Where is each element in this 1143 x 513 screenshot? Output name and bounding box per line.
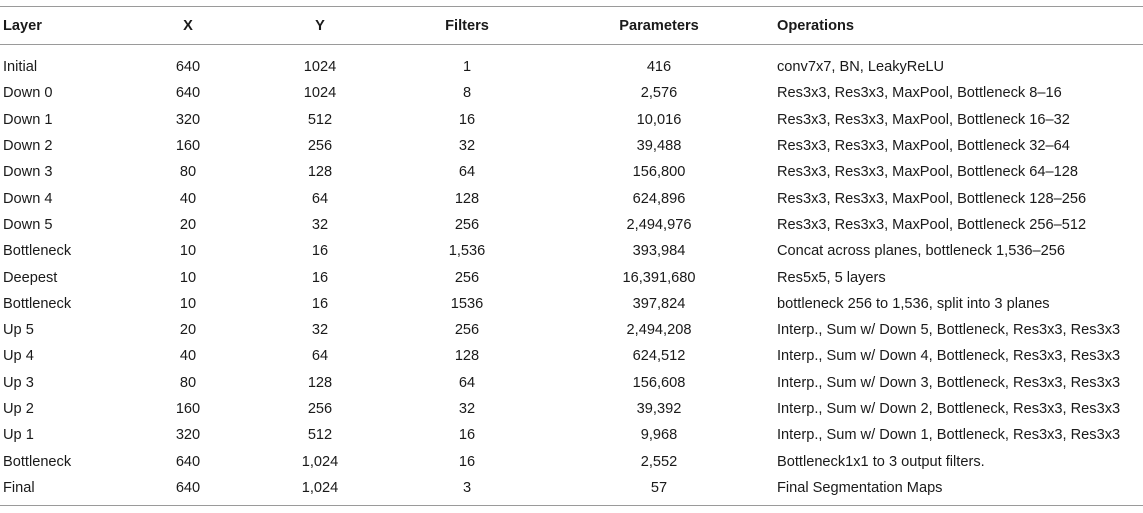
column-header-x: X xyxy=(183,17,193,34)
layers-table xyxy=(0,7,1143,501)
cell-parameters: 416 xyxy=(646,59,672,76)
table-row xyxy=(0,80,1143,106)
cell-layer: Up 4 xyxy=(3,348,34,365)
cell-layer: Up 2 xyxy=(3,401,34,417)
table-row xyxy=(0,422,1143,448)
cell-filters: 64 xyxy=(458,164,476,181)
cell-parameters: 397,824 xyxy=(632,295,686,312)
cell-filters: 16 xyxy=(458,453,476,470)
cell-y: 1,024 xyxy=(301,453,339,470)
cell-y: 1,024 xyxy=(301,479,339,496)
cell-parameters: 16,391,680 xyxy=(622,269,696,286)
cell-parameters: 2,552 xyxy=(640,453,678,470)
cell-x: 320 xyxy=(175,427,201,444)
cell-parameters: 10,016 xyxy=(636,111,682,128)
cell-operations: Interp., Sum w/ Down 4, Bottleneck, Res3x3, Res3x3 xyxy=(777,348,1121,365)
cell-layer: Down 3 xyxy=(3,164,53,181)
cell-y: 128 xyxy=(307,374,333,391)
cell-operations: Res3x3, Res3x3, MaxPool, Bottleneck 256–512 xyxy=(777,216,1087,233)
cell-x: 160 xyxy=(175,401,201,417)
cell-y: 16 xyxy=(311,295,329,312)
cell-y: 1024 xyxy=(303,85,337,102)
cell-layer: Down 4 xyxy=(3,190,53,207)
bottom-rule xyxy=(0,505,1143,506)
cell-operations: Interp., Sum w/ Down 5, Bottleneck, Res3x3, Res3x3 xyxy=(777,322,1121,339)
table-row xyxy=(0,238,1143,264)
cell-parameters: 2,576 xyxy=(640,85,678,102)
cell-layer: Up 3 xyxy=(3,374,34,391)
cell-filters: 1,536 xyxy=(448,243,486,260)
cell-y: 128 xyxy=(307,164,333,181)
cell-x: 10 xyxy=(179,295,197,312)
cell-operations: Interp., Sum w/ Down 3, Bottleneck, Res3x3, Res3x3 xyxy=(777,374,1121,391)
cell-x: 640 xyxy=(175,479,201,496)
table-row xyxy=(0,448,1143,474)
table-row xyxy=(0,291,1143,317)
cell-operations: Final Segmentation Maps xyxy=(777,479,943,496)
cell-filters: 16 xyxy=(458,111,476,128)
cell-y: 16 xyxy=(311,269,329,286)
cell-operations: Interp., Sum w/ Down 2, Bottleneck, Res3x3, Res3x3 xyxy=(777,401,1121,417)
cell-x: 320 xyxy=(175,111,201,128)
cell-filters: 1 xyxy=(462,59,472,76)
cell-layer: Down 0 xyxy=(3,85,53,102)
cell-filters: 128 xyxy=(454,348,480,365)
cell-y: 64 xyxy=(311,190,329,207)
table-row xyxy=(0,133,1143,159)
cell-operations: Interp., Sum w/ Down 1, Bottleneck, Res3x3, Res3x3 xyxy=(777,427,1121,444)
cell-parameters: 156,800 xyxy=(632,164,686,181)
cell-layer: Down 5 xyxy=(3,216,53,233)
cell-filters: 16 xyxy=(458,427,476,444)
table-row xyxy=(0,370,1143,396)
table-row xyxy=(0,107,1143,133)
cell-operations: Res3x3, Res3x3, MaxPool, Bottleneck 32–64 xyxy=(777,138,1070,155)
cell-operations: Res3x3, Res3x3, MaxPool, Bottleneck 64–128 xyxy=(777,164,1078,181)
cell-parameters: 156,608 xyxy=(632,374,686,391)
cell-filters: 128 xyxy=(454,190,480,207)
cell-filters: 3 xyxy=(462,479,472,496)
cell-operations: Concat across planes, bottleneck 1,536–256 xyxy=(777,243,1066,260)
table-row xyxy=(0,212,1143,238)
cell-filters: 1536 xyxy=(450,295,484,312)
table-row xyxy=(0,54,1143,80)
cell-operations: Res5x5, 5 layers xyxy=(777,269,886,286)
cell-layer: Deepest xyxy=(3,269,58,286)
cell-x: 10 xyxy=(179,243,197,260)
cell-y: 16 xyxy=(311,243,329,260)
cell-x: 640 xyxy=(175,59,201,76)
cell-filters: 32 xyxy=(458,138,476,155)
cell-parameters: 39,392 xyxy=(636,401,682,417)
cell-operations: Res3x3, Res3x3, MaxPool, Bottleneck 8–16 xyxy=(777,85,1062,102)
cell-layer: Down 2 xyxy=(3,138,53,155)
column-header-operations: Operations xyxy=(777,17,855,34)
cell-filters: 64 xyxy=(458,374,476,391)
header-row xyxy=(0,7,1143,44)
column-header-layer: Layer xyxy=(3,17,42,34)
cell-parameters: 2,494,976 xyxy=(626,216,692,233)
table-row xyxy=(0,185,1143,211)
cell-x: 40 xyxy=(179,190,197,207)
cell-y: 512 xyxy=(307,111,333,128)
cell-operations: Res3x3, Res3x3, MaxPool, Bottleneck 128–256 xyxy=(777,190,1087,207)
cell-x: 80 xyxy=(179,164,197,181)
cell-x: 160 xyxy=(175,138,201,155)
cell-x: 40 xyxy=(179,348,197,365)
column-header-parameters: Parameters xyxy=(619,17,699,34)
cell-layer: Bottleneck xyxy=(3,453,72,470)
cell-y: 32 xyxy=(311,216,329,233)
cell-filters: 256 xyxy=(454,269,480,286)
cell-layer: Initial xyxy=(3,59,38,76)
table-row xyxy=(0,264,1143,290)
cell-parameters: 624,512 xyxy=(632,348,686,365)
cell-x: 10 xyxy=(179,269,197,286)
cell-layer: Final xyxy=(3,479,35,496)
cell-layer: Up 5 xyxy=(3,322,34,339)
table-row xyxy=(0,159,1143,185)
cell-filters: 256 xyxy=(454,322,480,339)
column-header-y: Y xyxy=(315,17,325,34)
cell-filters: 256 xyxy=(454,216,480,233)
cell-x: 20 xyxy=(179,322,197,339)
cell-layer: Bottleneck xyxy=(3,243,72,260)
cell-y: 256 xyxy=(307,138,333,155)
cell-operations: Bottleneck1x1 to 3 output filters. xyxy=(777,453,985,470)
cell-x: 640 xyxy=(175,453,201,470)
cell-filters: 32 xyxy=(458,401,476,417)
cell-layer: Down 1 xyxy=(3,111,53,128)
cell-y: 256 xyxy=(307,401,333,417)
cell-parameters: 624,896 xyxy=(632,190,686,207)
table-body xyxy=(0,44,1143,501)
cell-x: 20 xyxy=(179,216,197,233)
cell-x: 80 xyxy=(179,374,197,391)
cell-parameters: 9,968 xyxy=(640,427,678,444)
cell-y: 64 xyxy=(311,348,329,365)
cell-y: 1024 xyxy=(303,59,337,76)
cell-operations: conv7x7, BN, LeakyReLU xyxy=(777,59,945,76)
cell-x: 640 xyxy=(175,85,201,102)
cell-parameters: 393,984 xyxy=(632,243,686,260)
cell-operations: bottleneck 256 to 1,536, split into 3 planes xyxy=(777,295,1050,312)
cell-parameters: 57 xyxy=(650,479,668,496)
cell-y: 32 xyxy=(311,322,329,339)
cell-parameters: 39,488 xyxy=(636,138,682,155)
cell-y: 512 xyxy=(307,427,333,444)
table-row xyxy=(0,343,1143,369)
cell-operations: Res3x3, Res3x3, MaxPool, Bottleneck 16–32 xyxy=(777,111,1070,128)
cell-layer: Bottleneck xyxy=(3,295,72,312)
cell-filters: 8 xyxy=(462,85,472,102)
cell-parameters: 2,494,208 xyxy=(626,322,692,339)
table-row xyxy=(0,475,1143,501)
table-row xyxy=(0,396,1143,422)
header-spacer xyxy=(0,44,1143,54)
column-header-filters: Filters xyxy=(445,17,489,34)
table-row xyxy=(0,317,1143,343)
cell-layer: Up 1 xyxy=(3,427,34,444)
